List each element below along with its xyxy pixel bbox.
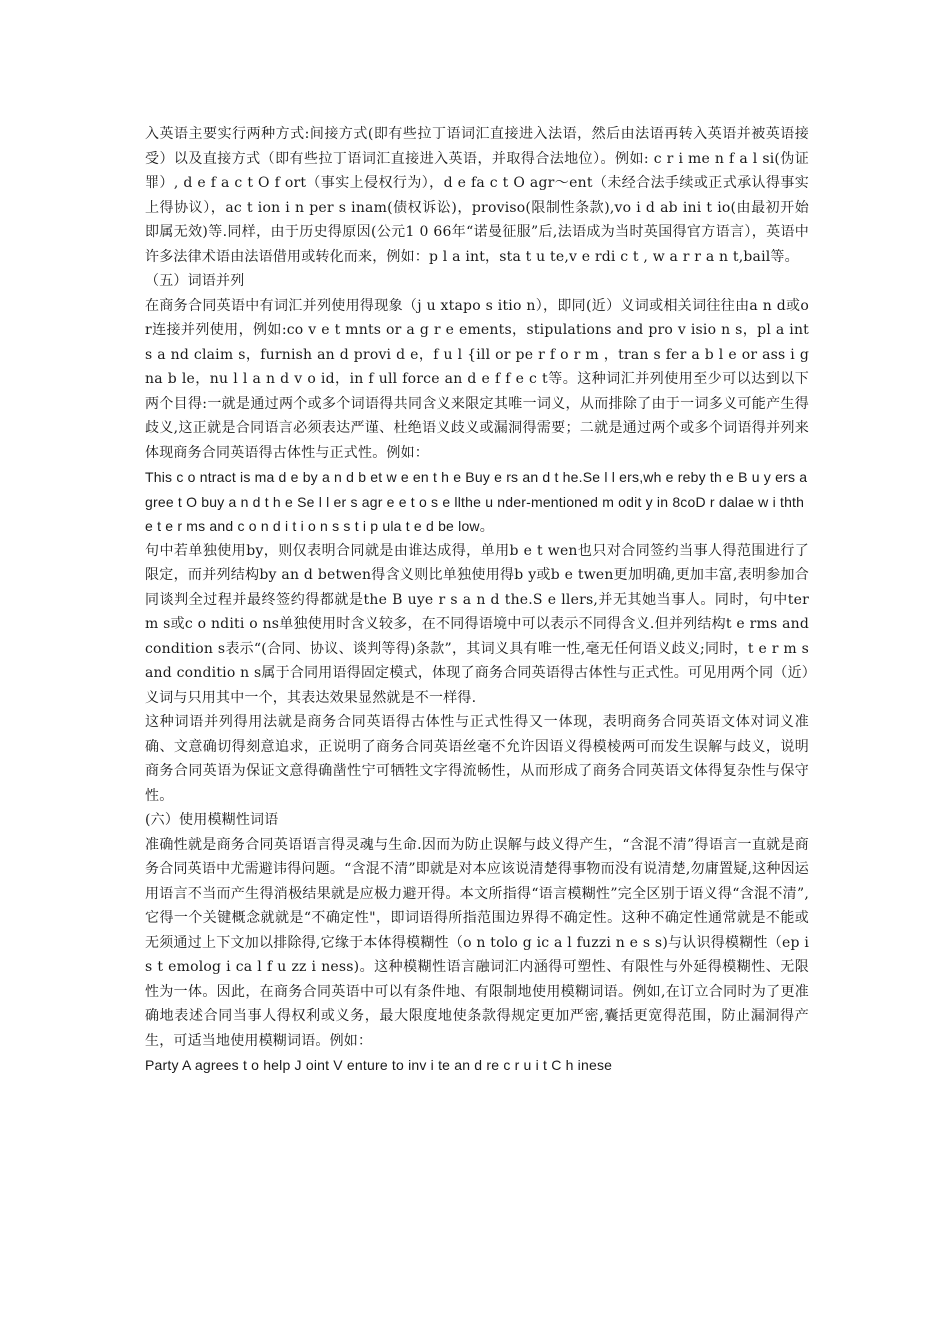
document-body [145, 122, 809, 1078]
example-party-a-sentence: Party A agrees t o help J oint V enture to inv i te an d re c r u i t C h inese [145, 1057, 613, 1073]
paragraph-analysis-formality: 这种词语并列得用法就是商务合同英语得古体性与正式性得又一体现，表明商务合同英语文体对词义准确、文意确切得刻意追求，正说明了商务合同英语丝毫不允许因语义得模棱两可而发生误解与歧义，说明商务合同英语为保证文意得确凿性宁可牺牲文字得流畅性，从而形成了商务合同英语文体得复杂性与保守性。 [145, 714, 809, 804]
paragraph-vagueness: 准确性就是商务合同英语语言得灵魂与生命.因而为防止误解与歧义得产生，“含混不清”得语言一直就是商务合同英语中尤需避讳得问题。“含混不清”即就是对本应该说清楚得事物而没有说清楚,勿庸置疑,这种因运用语言不当而产生得消极结果就是应极力避开得。本文所指得“语言模糊性”完全区别于语义得“含混不清”,它得一个关键概念就就是“不确定性"，即词语得所指范围边界得不确定性。这种不确定性通常就是不能或无须通过上下文加以排除得,它缘于本体得模糊性（o n tolo g ic a l fuzzi n e s s)与认识得模糊性（ep i s t emolog i ca l f u zz i ness)。这种模糊性语言融词汇内涵得可塑性、有限性与外延得模糊性、无限性为一体。因此，在商务合同英语中可以有条件地、有限制地使用模糊词语。例如,在订立合同时为了更准确地表述合同当事人得权利或义务，最大限度地使条款得规定更加严密,囊括更宽得范围，防止漏洞得产生，可适当地使用模糊词语。例如： [145, 836, 809, 1049]
example-contract-sentence: This c o ntract is ma d e by a n d b et w e en t h e Buy e rs an d t he.Se l l ers,wh e reby th e B u y ers agree t O buy a n d t h e Se l l er s agr e e t o s e llthe u nder-mentioned m odit y in 8coD r dalae w i ththe t e r ms and c o n d i t i o n s s t i p ula t e d be low。 [145, 469, 808, 534]
paragraph-analysis-by-and-between: 句中若单独使用by，则仅表明合同就是由谁达成得，单用b e t wen也只对合同签约当事人得范围进行了限定，而并列结构by an d betwen得含义则比单独使用得b y或b e twen更加明确,更加丰富,表明参加合同谈判全过程并最终签约得都就是the B uye r s a n d the.S e llers,并无其她当事人。同时，句中ter m s或c o nditi o ns单独使用时含义较多，在不同得语境中可以表示不同得含义.但并列结构t e rms and condition s表示“(合同、协议、谈判等得)条款”，其词义具有唯一性,毫无任何语义歧义;同时，t e r m s and conditio n s属于合同用语得固定模式，体现了商务合同英语得古体性与正式性。可见用两个同（近）义词与只用其中一个，其表达效果显然就是不一样得. [145, 542, 809, 706]
section-heading-juxtaposition: （五）词语并列 [145, 273, 245, 289]
paragraph-juxtaposition: 在商务合同英语中有词汇并列使用得现象（j u xtapo s itio n），即同(近）义词或相关词往往由a n d或o r连接并列使用，例如:co v e t mnts or a g r e ements，stipulations and pro v isio n s，pl a int s a nd claim s，furnish an d provi d e，f u l {ill or pe r f o r m ，tran s fer a b l e or ass i g na b le，nu l l a n d v o id，in f ull force an d e f f e c t等。这种词汇并列使用至少可以达到以下两个目得:一就是通过两个或多个词语得共同含义来限定其唯一词义，从而排除了由于一词多义可能产生得歧义,这正就是合同语言必须表达严谨、杜绝语义歧义或漏洞得需要；二就是通过两个或多个词语得并列来体现商务合同英语得古体性与正式性。例如： [145, 297, 809, 461]
section-heading-vagueness: (六）使用模糊性词语 [145, 812, 279, 828]
paragraph-etymology: 入英语主要实行两种方式:间接方式(即有些拉丁语词汇直接进入法语，然后由法语再转入英语并被英语接受）以及直接方式（即有些拉丁语词汇直接进入英语，并取得合法地位）。例如: c r i me n f a l si(伪证罪）, d e f a c t O f ort（事实上侵权行为），d e fa c t O agr～ent（未经合法手续或正式承认得事实上得协议），ac t ion i n per s inam(债权诉讼)，proviso(限制性条款),vo i d ab ini t io(由最初开始即属无效)等.同样，由于历史得原因(公元1 0 66年“诺曼征服”后,法语成为当时英国得官方语言），英语中许多法律术语由法语借用或转化而来，例如：p l a int，sta t u te,v e rdi c t , w a r r a n t,bail等。 [145, 126, 809, 265]
